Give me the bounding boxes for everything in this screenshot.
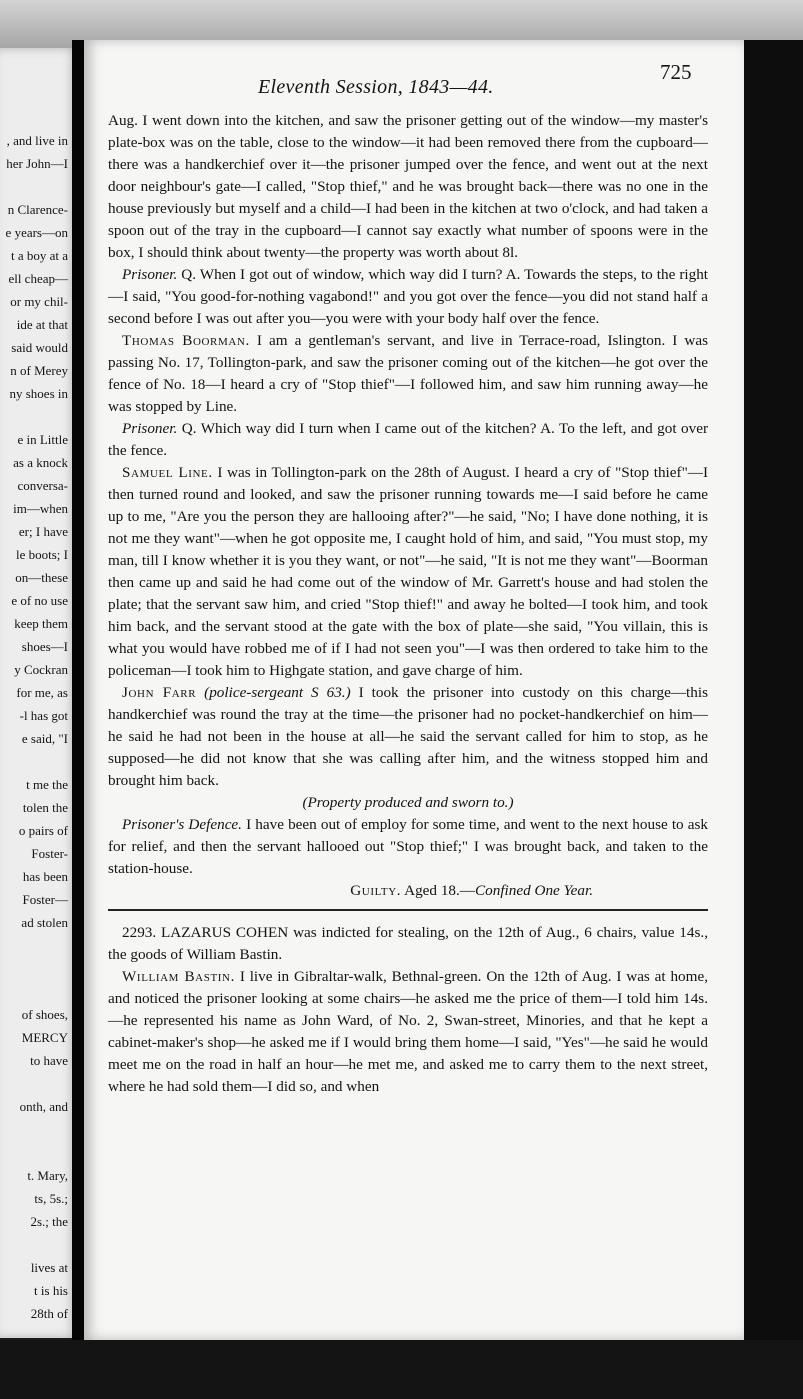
facing-page-line: e years—on <box>5 225 68 240</box>
paragraph-text: Q. When I got out of window, which way did I turn? A. Towards the steps, to the right—I said, "You good-for-nothing vagabond!" and you got over the fence—you did not stand half a second before I was out after you—you were with your body half over the fence. <box>108 266 709 327</box>
facing-page-line: tolen the <box>22 800 68 815</box>
witness-testimony <box>108 462 708 682</box>
facing-page-line: Foster— <box>22 892 68 907</box>
paragraph-text: I was in Tollington-park on the 28th of August. I heard a cry of "Stop thief"—I then turned round and looked, and saw the prisoner running towards me—I said before he came up to me, "Are you the person they are hallooing after?"—he said, "No; I have done nothing, it is not me they want"—when he got opposite me, I caught hold of him, and said, "You must stop, my man, till I know whether it is you they want, or not"—he said, "It is not me they want"—Boorman then came up and said he had come out of the window of Mr. Garrett's house and had stolen the plate; that the servant saw him, and cried "Stop thief!" and away he bolted—I took him, and took him back, and the servant stood at the gate with the box of plate—she said, "You villain, this is what you would have robbed me of if I had not seen you"—I was then ordered to take him to the policeman—I took him to Highgate station, and gave charge of him. <box>108 464 709 679</box>
facing-page-line: n Clarence- <box>7 202 68 217</box>
facing-page-line: her John—I <box>6 156 68 171</box>
facing-page-line: er; I have <box>18 524 68 539</box>
running-head: Eleventh Session, 1843—44. <box>258 76 494 98</box>
cross-examination <box>108 418 708 462</box>
facing-page-line: shoes—I <box>21 639 68 654</box>
witness-testimony <box>108 330 708 418</box>
paragraph-text: Q. Which way did I turn when I came out of the kitchen? A. To the left, and got over the fence. <box>108 420 709 459</box>
facing-page-line: t is his <box>34 1283 68 1298</box>
facing-page-line: -l has got <box>19 708 68 723</box>
facing-page-line: ad stolen <box>21 915 68 930</box>
defendant-name: LAZARUS COHEN <box>161 924 289 941</box>
case-charge: was indicted for stealing, on the 12th of Aug., 6 chairs, value 14s., the goods of William Bastin. <box>108 924 708 963</box>
facing-page-line: onth, and <box>19 1099 68 1114</box>
facing-page-line: to have <box>30 1053 68 1068</box>
facing-page-line: 2s.; the <box>30 1214 68 1229</box>
facing-page-line: keep them <box>14 616 68 631</box>
book-cover-edge <box>744 40 803 1340</box>
facing-page-line: o pairs of <box>18 823 68 838</box>
testimony-paragraph <box>108 110 708 264</box>
facing-page-line: ell cheap— <box>8 271 68 286</box>
speaker-label: Prisoner. <box>122 420 178 437</box>
page-body <box>108 110 708 1098</box>
facing-page-line: said would <box>11 340 68 355</box>
facing-page-line: conversa- <box>17 478 68 493</box>
facing-page-line: 28th of <box>30 1306 68 1321</box>
facing-page-line: im—when <box>13 501 68 516</box>
facing-page-line: or my chil- <box>10 294 68 309</box>
facing-page-line: y Cockran <box>14 662 68 677</box>
witness-name: Samuel Line. <box>122 464 213 481</box>
speaker-label: Prisoner. <box>122 266 178 283</box>
cross-examination <box>108 264 708 330</box>
facing-page-line: on—these <box>15 570 68 585</box>
paragraph-text: I live in Gibraltar-walk, Bethnal-green. On the 12th of Aug. I was at home, and noticed the prisoner looking at some chairs—he asked me the price of them—I told him 14s.—he represented his name as John Ward, of No. 2, Swan-street, Minories, and that he kept a cabinet-maker's shop—he asked me if I would bring them home—I said, "Yes"—he said he would meet me on the road in half an hour—he met me, and asked me to carry them to the next street, where he had sold them—I did so, and when <box>108 968 709 1095</box>
verdict <box>108 880 708 902</box>
paragraph-text: Aug. I went down into the kitchen, and saw the prisoner getting out of the window—my master's plate-box was on the table, close to the window—it had been removed there from the cupboard—there was a handkerchief over it—the prisoner jumped over the fence, and went out at the next door neighbour's gate—I called, "Stop thief," and he was brought back—there was no one in the house previously but myself and a child—I had been in the kitchen at two o'clock, and had taken a spoon out of the tray in the cupboard—I cannot say exactly what number of spoons were in the box, I should think about twenty—the property was worth about 8l. <box>108 112 708 261</box>
facing-page-line: Foster- <box>31 846 68 861</box>
page-number: 725 <box>660 60 692 84</box>
facing-page-line: ide at that <box>16 317 68 332</box>
facing-page-line: for me, as <box>16 685 68 700</box>
witness-testimony <box>108 966 708 1098</box>
verdict-sentence: Confined One Year. <box>475 882 593 899</box>
facing-page-line: lives at <box>30 1260 68 1275</box>
editorial-note: (Property produced and sworn to.) <box>302 794 514 811</box>
verdict-age: Aged 18.— <box>404 882 475 899</box>
case-heading <box>108 922 708 966</box>
facing-page-line: e in Little <box>17 432 68 447</box>
paragraph-text: I have been out of employ for some time, and went to the next house to ask for relief, and then the servant hallooed out "Stop thief;" I was brought back, and taken to the station-house. <box>108 816 709 877</box>
facing-page-line: n of Merey <box>10 363 68 378</box>
facing-page-line: as a knock <box>13 455 68 470</box>
facing-page-line: has been <box>22 869 68 884</box>
prisoner-defence <box>108 814 708 880</box>
witness-role: (police-sergeant S 63.) <box>204 684 351 701</box>
facing-page-line: le boots; I <box>16 547 68 562</box>
facing-page-line: t me the <box>26 777 68 792</box>
facing-page-line: t. Mary, <box>27 1168 68 1183</box>
witness-name: John Farr <box>122 684 197 701</box>
scan-background-bottom <box>0 1340 803 1399</box>
facing-page-line: e said, "I <box>21 731 68 746</box>
verdict-guilty: Guilty. <box>350 882 402 899</box>
case-number: 2293. <box>122 924 157 941</box>
facing-page-line: ny shoes in <box>9 386 68 401</box>
facing-page-edge <box>0 48 78 1338</box>
facing-page-line: of shoes, <box>21 1007 68 1022</box>
case-divider <box>108 909 708 911</box>
witness-name: Thomas Boorman. <box>122 332 250 349</box>
facing-page-line: , and live in <box>6 133 68 148</box>
facing-page-line: ts, 5s.; <box>34 1191 68 1206</box>
facing-page-line: e of no use <box>11 593 68 608</box>
paragraph-text: I am a gentleman's servant, and live in Terrace-road, Islington. I was passing No. 17, Tollington-park, and saw the prisoner coming out of the kitchen—he got over the fence of No. 18—I heard a cry of "Stop thief"—I followed him, and saw him running away—he was stopped by Line. <box>108 332 708 415</box>
witness-testimony <box>108 682 708 792</box>
facing-page-line: MERCY <box>21 1030 68 1045</box>
defence-label: Prisoner's Defence. <box>122 816 242 833</box>
paragraph-text: I took the prisoner into custody on this charge—this handkerchief was round the tray at the time—the prisoner had no pocket-handkerchief on him—he said he had not been in the house at all—he said the servant called for him to stop, as he supposed—he did not know that she was calling after him, and the witness stopped him and brought him back. <box>108 684 708 789</box>
facing-page-line: t a boy at a <box>10 248 68 263</box>
witness-name: William Bastin. <box>122 968 235 985</box>
